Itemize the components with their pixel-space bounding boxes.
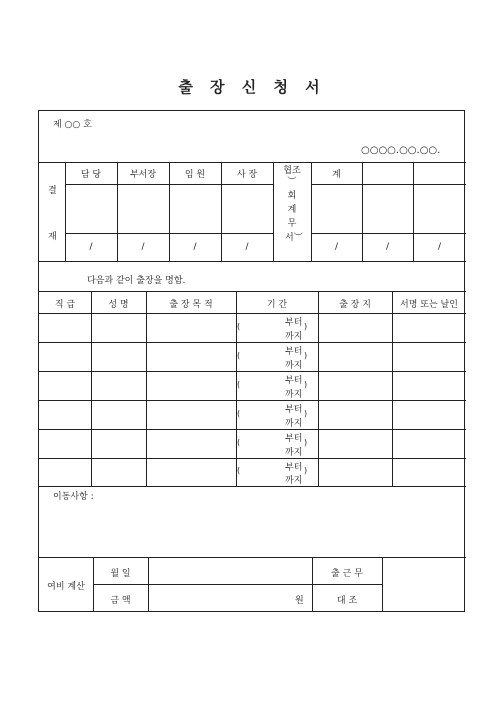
period-open: ( — [237, 380, 241, 389]
period-open: ( — [237, 409, 241, 418]
slash-mark: / — [245, 242, 249, 252]
divider — [39, 371, 466, 372]
divider — [65, 184, 273, 185]
notes-label: 이동사항 : — [53, 492, 94, 502]
intro-text: 다음과 같이 출장을 명함. — [87, 276, 186, 286]
period-from: 부터 — [285, 463, 303, 473]
divider — [39, 342, 466, 343]
period-close: ) — [304, 466, 308, 475]
period-to: 까지 — [285, 361, 303, 371]
divider — [39, 313, 466, 314]
divider — [65, 233, 273, 234]
period-from: 부터 — [285, 376, 303, 386]
period-open: ( — [237, 322, 241, 331]
divider — [39, 291, 466, 292]
form-table — [38, 110, 465, 612]
expense-amount-label: 금 액 — [110, 596, 131, 606]
divider — [318, 291, 319, 486]
column-header: 직 급 — [54, 300, 76, 310]
divider — [93, 584, 382, 585]
period-close: ) — [304, 409, 308, 418]
slash-mark: / — [193, 242, 197, 252]
coop-label: 협조 — [283, 166, 301, 176]
approval-header: 부서장 — [129, 170, 157, 180]
divider — [311, 184, 466, 185]
expense-dept-label: 출 근 무 — [331, 569, 363, 579]
column-header: 서명 또는 날인 — [400, 300, 458, 310]
period-from: 부터 — [285, 318, 303, 328]
column-header: 기 간 — [266, 300, 288, 310]
period-to: 까지 — [285, 448, 303, 458]
approval-header: 임 원 — [184, 170, 206, 180]
divider — [91, 291, 92, 486]
approval-header: 담 당 — [80, 170, 102, 180]
slash-mark: / — [141, 242, 145, 252]
divider — [392, 291, 393, 486]
expense-won: 원 — [295, 596, 304, 606]
period-to: 까지 — [285, 476, 303, 486]
doc-number: 제 ○○ 호 — [53, 120, 92, 130]
slash-mark: / — [334, 242, 339, 252]
divider — [39, 429, 466, 430]
period-from: 부터 — [285, 347, 303, 357]
divider — [382, 557, 383, 612]
slash-mark: / — [385, 242, 390, 252]
approval-side-label: 결 — [48, 186, 57, 196]
slash-mark: / — [89, 242, 93, 252]
column-header: 성 명 — [108, 300, 129, 310]
period-to: 까지 — [285, 419, 303, 429]
period-to: 까지 — [285, 390, 303, 400]
divider — [39, 557, 466, 558]
column-header: 출 장 지 — [339, 300, 371, 310]
period-close: ) — [304, 351, 308, 360]
divider — [39, 486, 466, 487]
approval-header: 사 장 — [236, 170, 258, 180]
expense-days-label: 월 일 — [110, 569, 131, 579]
period-from: 부터 — [285, 434, 303, 444]
period-open: ( — [237, 466, 241, 475]
slash-mark: / — [437, 242, 442, 252]
approval-side-label: 재 — [48, 232, 57, 242]
period-from: 부터 — [285, 405, 303, 415]
divider — [273, 162, 274, 261]
period-close: ) — [304, 322, 308, 331]
column-header: 출 장 목 적 — [169, 300, 213, 310]
doc-date: ○○○○.○○.○○. — [361, 145, 441, 156]
coop-vertical-label: ︶회계무서︶ — [285, 177, 303, 243]
page-title: 출 장 신 청 서 — [178, 78, 326, 96]
expense-label: 여비 계산 — [47, 582, 85, 592]
expense-sub-label: 대 조 — [336, 596, 358, 606]
divider — [39, 162, 466, 163]
period-to: 까지 — [285, 332, 303, 342]
divider — [39, 400, 466, 401]
coop-header: 계 — [332, 170, 341, 180]
divider — [146, 291, 147, 486]
period-close: ) — [304, 380, 308, 389]
period-open: ( — [237, 438, 241, 447]
period-close: ) — [304, 438, 308, 447]
divider — [39, 261, 466, 262]
divider — [39, 458, 466, 459]
period-open: ( — [237, 351, 241, 360]
divider — [311, 233, 466, 234]
